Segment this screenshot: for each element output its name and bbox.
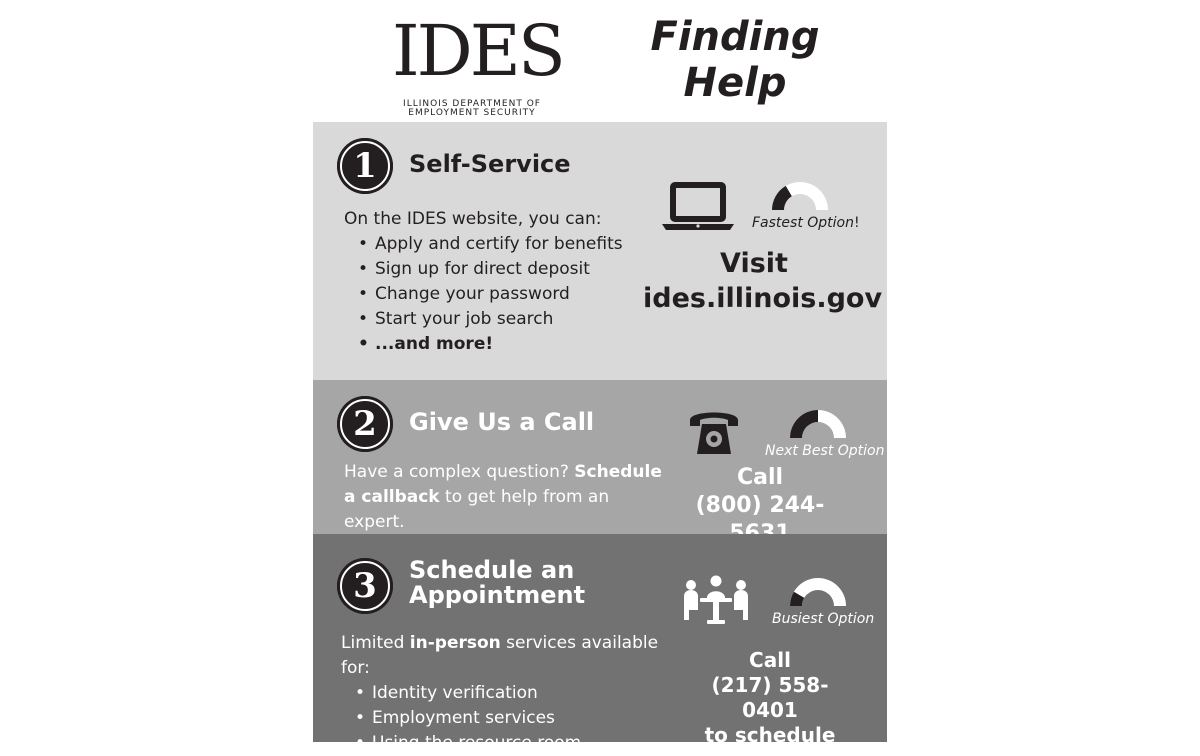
section-body: Have a complex question? Schedule a callback to get help from an expert. — [344, 462, 662, 532]
list-item: • Employment services — [372, 706, 681, 731]
gauge-label: Next Best Option — [765, 443, 885, 459]
step-number-badge: 1 — [337, 138, 393, 194]
list-item: • ...and more! — [375, 332, 644, 357]
cta-line1: Visit — [720, 248, 788, 279]
speed-gauge-icon — [786, 406, 850, 442]
meeting-icon — [681, 574, 751, 626]
section-heading: Self-Service — [409, 150, 571, 178]
website-link[interactable]: ides.illinois.gov — [643, 283, 883, 314]
schedule-call-callout — [685, 648, 855, 748]
ides-logo — [392, 10, 563, 118]
heading-line1: Schedule an — [409, 556, 575, 584]
heading-line2: Appointment — [409, 581, 586, 609]
speed-gauge-icon — [768, 178, 832, 214]
list-item: • Apply and certify for benefits — [375, 232, 644, 257]
service-list — [341, 681, 681, 756]
cta-line1: Call — [736, 465, 784, 490]
logo-wordmark: IDES — [392, 10, 563, 92]
gauge-label: Fastest Option! — [752, 215, 860, 231]
cta-line3: to schedule — [704, 723, 836, 747]
step-number-badge: 2 — [337, 396, 393, 452]
cta-line1: Call — [749, 648, 791, 672]
section-intro: Limited in-person services available for: — [341, 633, 659, 678]
phone-number-link[interactable]: (800) 244- — [695, 493, 825, 518]
section-body — [341, 631, 681, 756]
visit-website-callout — [643, 246, 883, 316]
feature-list — [344, 232, 644, 357]
section-heading: Give Us a Call — [409, 408, 595, 436]
laptop-icon — [662, 180, 734, 232]
in-person-emphasis: in-person — [409, 633, 501, 653]
section-schedule-appointment — [313, 534, 887, 753]
title-line2: Help — [683, 60, 787, 106]
section-heading — [409, 558, 585, 608]
page-title — [640, 14, 830, 106]
phone-number-link[interactable]: (217) 558-0401 — [711, 673, 829, 722]
section-body — [344, 207, 644, 357]
list-item: • Using the resource room. — [372, 731, 681, 756]
section-self-service — [313, 122, 887, 380]
logo-subtitle-line1: ILLINOIS DEPARTMENT OF — [403, 99, 541, 109]
callback-emphasis: Schedule a callback — [344, 462, 662, 507]
list-item: • Sign up for direct deposit — [375, 257, 644, 282]
gauge-label: Busiest Option — [772, 611, 875, 627]
speed-gauge-icon — [786, 574, 850, 610]
section-intro: On the IDES website, you can: — [344, 209, 602, 229]
list-item: • Identity verification — [372, 681, 681, 706]
logo-subtitle-line2: EMPLOYMENT SECURITY — [408, 108, 536, 118]
step-number-badge: 3 — [337, 558, 393, 614]
telephone-icon — [687, 406, 741, 458]
list-item: • Start your job search — [375, 307, 644, 332]
list-item: • Change your password — [375, 282, 644, 307]
title-line1: Finding — [650, 14, 820, 60]
section-give-us-a-call — [313, 380, 887, 534]
